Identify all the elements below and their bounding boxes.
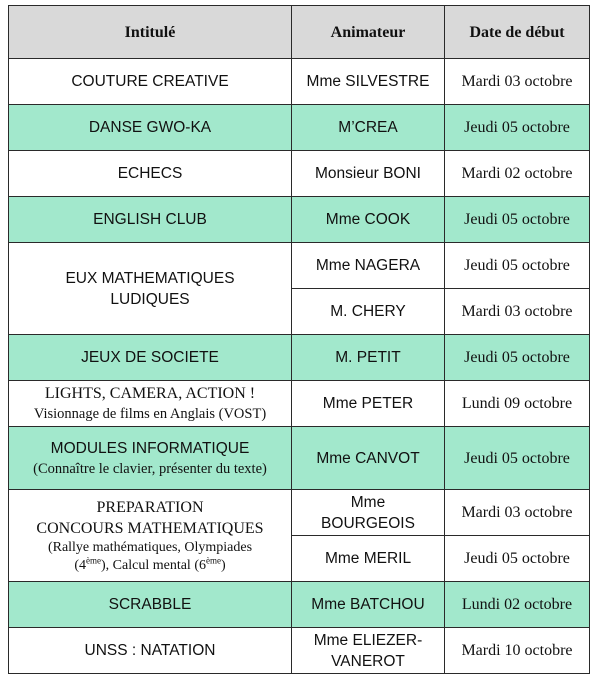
title-cell: JEUX DE SOCIETE (9, 335, 292, 381)
animator-line: Mme (350, 493, 386, 511)
date-cell: Jeudi 05 octobre (445, 243, 590, 289)
animator-cell: Mme CANVOT (292, 427, 445, 490)
date-cell: Jeudi 05 octobre (445, 105, 590, 151)
animator-cell (292, 490, 445, 536)
title-cell: ECHECS (9, 151, 292, 197)
title-line: CONCOURS MATHEMATIQUES (36, 519, 264, 537)
animator-cell: Monsieur BONI (292, 151, 445, 197)
title-line: LIGHTS, CAMERA, ACTION ! (44, 385, 256, 402)
date-cell: Mardi 10 octobre (445, 628, 590, 674)
animator-cell: Mme COOK (292, 197, 445, 243)
animator-cell: Mme MERIL (292, 536, 445, 582)
header-row (9, 6, 590, 59)
animator-cell: Mme PETER (292, 381, 445, 427)
title-cell (9, 427, 292, 490)
header-start-date: Date de début (445, 6, 590, 59)
animator-cell: Mme SILVESTRE (292, 59, 445, 105)
animator-cell: Mme BATCHOU (292, 582, 445, 628)
animator-cell: M. PETIT (292, 335, 445, 381)
table-row (9, 427, 590, 490)
title-line: MODULES INFORMATIQUE (50, 439, 250, 457)
table-row (9, 151, 590, 197)
date-cell: Mardi 03 octobre (445, 289, 590, 335)
detail-line: (Rallye mathématiques, Olympiades (47, 539, 253, 555)
title-cell: DANSE GWO-KA (9, 105, 292, 151)
detail-text: (4 (74, 557, 87, 573)
title-cell: COUTURE CREATIVE (9, 59, 292, 105)
date-cell: Lundi 02 octobre (445, 582, 590, 628)
activities-table (8, 5, 590, 674)
table-row (9, 490, 590, 536)
table-row (9, 59, 590, 105)
table-row (9, 335, 590, 381)
subtitle-line: Visionnage de films en Anglais (VOST) (33, 406, 267, 422)
table-row (9, 105, 590, 151)
title-cell: SCRABBLE (9, 582, 292, 628)
superscript: ème (205, 554, 221, 565)
animator-line: VANEROT (331, 652, 405, 670)
superscript: ème (86, 554, 102, 565)
title-line: PREPARATION (96, 498, 204, 516)
header-title: Intitulé (9, 6, 292, 59)
animator-cell: M’CREA (292, 105, 445, 151)
animator-cell (292, 628, 445, 674)
title-line: EUX MATHEMATIQUES (65, 269, 235, 287)
animator-cell: M. CHERY (292, 289, 445, 335)
table-row (9, 197, 590, 243)
date-cell: Jeudi 05 octobre (445, 197, 590, 243)
title-cell (9, 381, 292, 427)
date-cell: Jeudi 05 octobre (445, 536, 590, 582)
subtitle-line: (Connaître le clavier, présenter du texte) (33, 460, 267, 477)
detail-text: ) (220, 557, 226, 573)
title-line: LUDIQUES (110, 290, 190, 308)
table-row (9, 582, 590, 628)
date-cell: Lundi 09 octobre (445, 381, 590, 427)
table-row (9, 381, 590, 427)
table-row (9, 628, 590, 674)
date-cell: Mardi 03 octobre (445, 490, 590, 536)
table-row (9, 243, 590, 289)
title-cell (9, 243, 292, 335)
animator-line: BOURGEOIS (321, 514, 415, 532)
date-cell: Jeudi 05 octobre (445, 335, 590, 381)
date-cell: Mardi 03 octobre (445, 59, 590, 105)
detail-text: ), Calcul mental (6 (101, 557, 206, 573)
animator-line: Mme ELIEZER- (313, 631, 423, 649)
animator-cell: Mme NAGERA (292, 243, 445, 289)
title-cell: UNSS : NATATION (9, 628, 292, 674)
date-cell: Mardi 02 octobre (445, 151, 590, 197)
header-animator: Animateur (292, 6, 445, 59)
date-cell: Jeudi 05 octobre (445, 427, 590, 490)
title-cell (9, 490, 292, 582)
detail-line (13, 554, 287, 575)
title-cell: ENGLISH CLUB (9, 197, 292, 243)
